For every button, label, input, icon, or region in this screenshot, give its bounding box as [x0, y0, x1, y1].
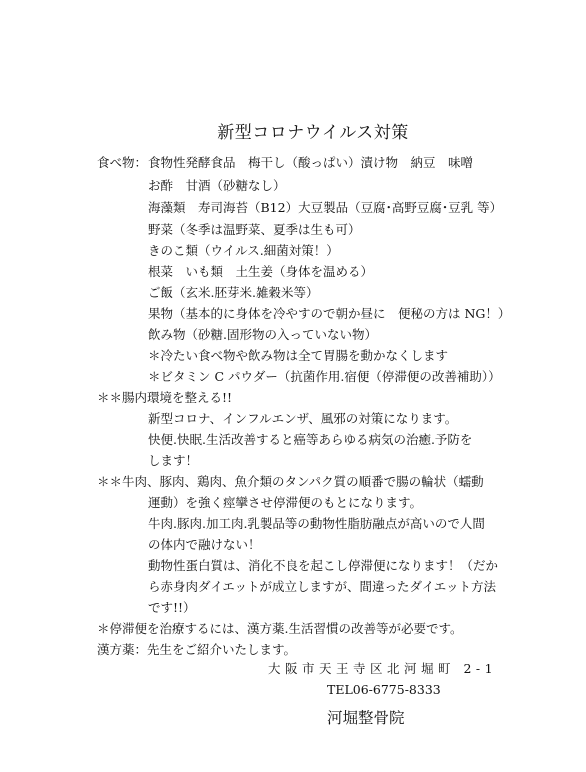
protein-line: 運動）を強く痙攣させ停滞便のもとになります。 — [148, 495, 423, 510]
food-line: きのこ類（ウイルス.細菌対策！） — [148, 243, 339, 258]
protein-detail: 牛肉.豚肉.加工肉.乳製品等の動物性脂肪融点が高いので人間 — [148, 516, 485, 531]
page-title: 新型コロナウイルス対策 — [217, 123, 409, 143]
food-note: ＊ビタミン C パウダー（抗菌作用.宿便（停滞便の改善補助）） — [148, 369, 501, 384]
protein-detail: 動物性蛋白質は、消化不良を起こし停滞便になります！（だか — [148, 558, 499, 573]
food-line: 飲み物（砂糖.固形物の入っていない物） — [148, 327, 377, 342]
protein-detail: です!!） — [148, 600, 196, 615]
food-line: 根菜 いも類 土生姜（身体を温める） — [148, 264, 374, 279]
food-line: お酢 甘酒（砂糖なし） — [148, 178, 286, 193]
clinic-name: 河堀整骨院 — [327, 709, 405, 727]
protein-detail: ら赤身肉ダイエットが成立しますが、間違ったダイエット方法 — [148, 579, 497, 594]
food-note: ＊冷たい食べ物や飲み物は全て胃腸を動かなくします — [148, 348, 449, 363]
kampo-note: 漢方薬：先生をご紹介いたします。 — [97, 642, 297, 657]
food-line: 食物性発酵食品 梅干し（酸っぱい）漬け物 納豆 味噌 — [148, 155, 474, 170]
protein-detail: の体内で融けない！ — [148, 537, 261, 552]
clinic-address: 大阪市天王寺区北河堀町 2-1 — [268, 661, 498, 676]
food-label: 食べ物： — [97, 155, 148, 170]
food-line: ご飯（玄米.胚芽米.雑穀米等） — [148, 285, 319, 300]
food-line: 果物（基本的に身体を冷やすので朝か昼に 便秘の方は NG！） — [148, 306, 511, 321]
protein-heading: ＊＊牛肉、豚肉、鶏肉、魚介類のタンパク質の順番で腸の輪状（蠕動 — [97, 474, 484, 489]
gut-line: 快便.快眠.生活改善すると癌等あらゆる病気の治癒.予防を — [148, 432, 473, 447]
treatment-note: ＊停滞便を治療するには、漢方薬.生活習慣の改善等が必要です。 — [97, 621, 463, 636]
gut-line: 新型コロナ、インフルエンザ、風邪の対策になります。 — [148, 411, 458, 426]
gut-line: します！ — [148, 453, 199, 468]
gut-heading: ＊＊腸内環境を整える!! — [97, 390, 233, 405]
food-line: 海藻類 寿司海苔（B12）大豆製品（豆腐･高野豆腐･豆乳 等） — [148, 200, 503, 215]
clinic-phone: TEL06-6775-8333 — [327, 682, 441, 697]
food-line: 野菜（冬季は温野菜、夏季は生も可） — [148, 222, 361, 237]
